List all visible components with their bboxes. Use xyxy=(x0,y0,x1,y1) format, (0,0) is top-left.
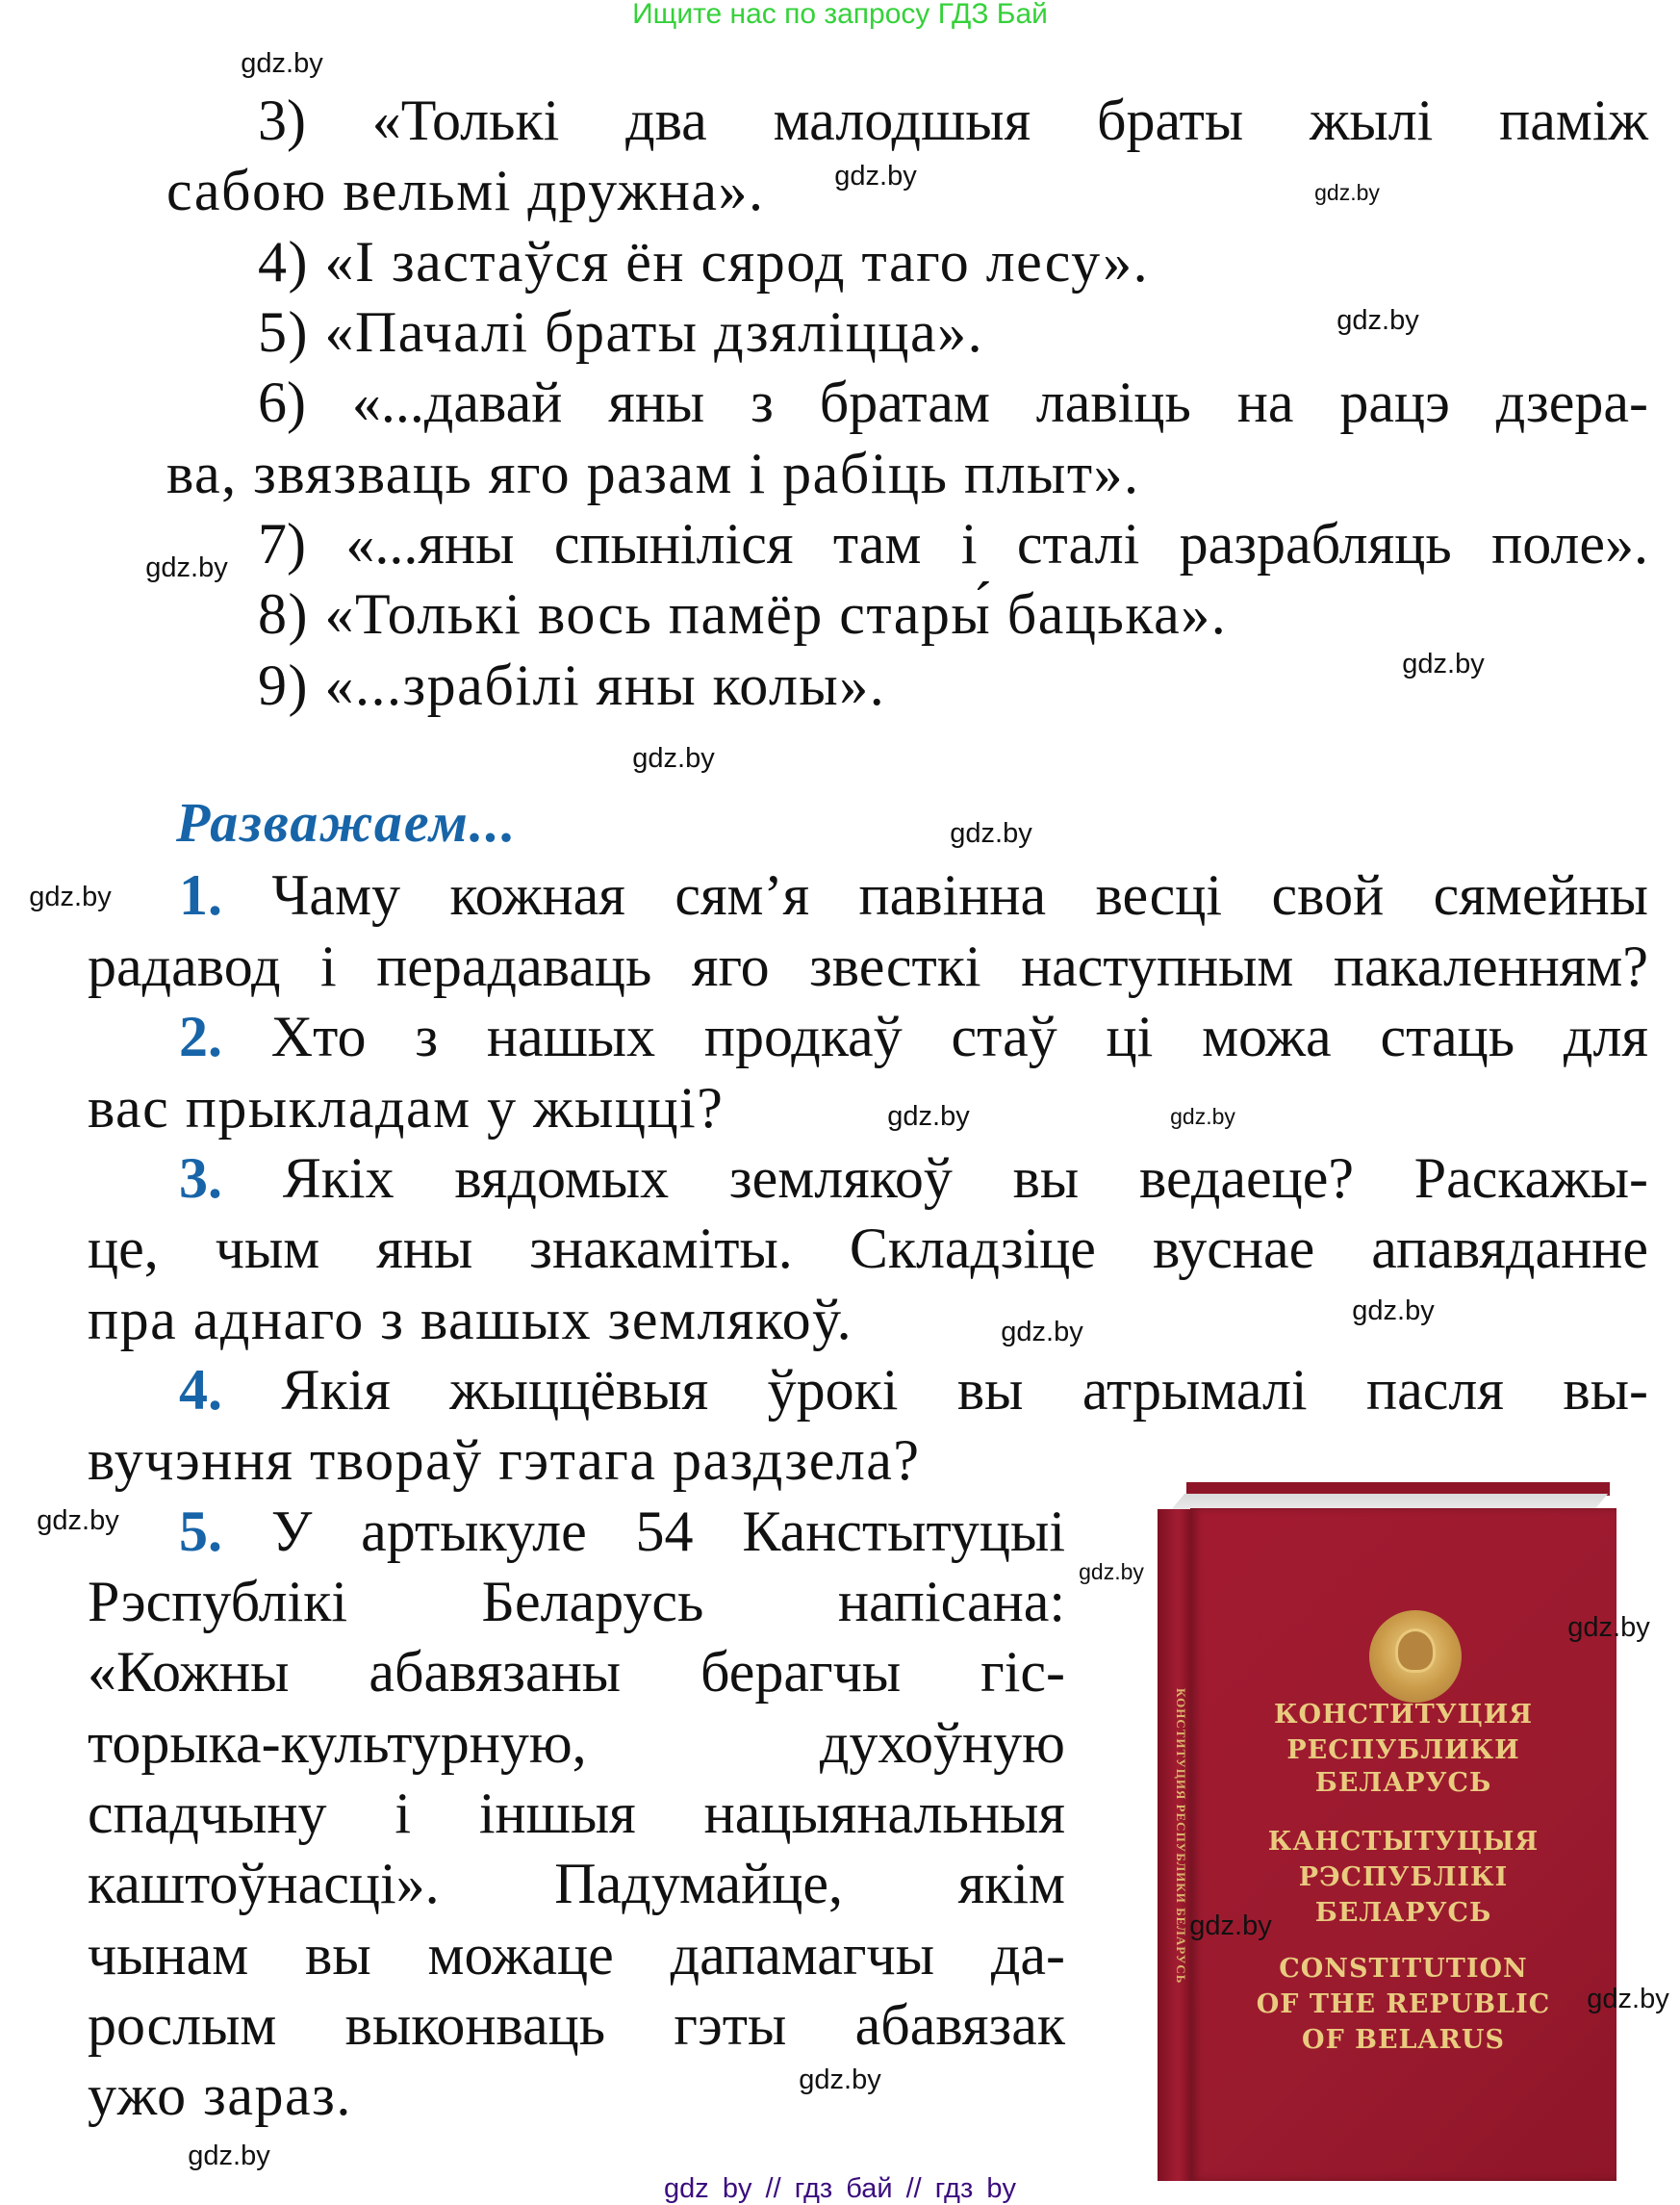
question-line xyxy=(179,1497,1065,1567)
question-line xyxy=(88,1637,1065,1707)
quote-line: 8) «Толькі вось памёр стары́ бацька». xyxy=(258,582,1228,646)
question-text: Якіх вядомых землякоў вы ведаеце? Раскажы- xyxy=(222,1146,1648,1210)
watermark-text: gdz.by xyxy=(1336,305,1419,336)
cover-title-line: КАНСТЫТУЦЫЯ xyxy=(1267,1827,1540,1857)
quote-line: 3) «Толькі два малодшыя браты жылі паміж xyxy=(258,89,1648,152)
question-text: торыка-культурную, духоўную xyxy=(88,1711,1065,1775)
question-line xyxy=(88,1708,1065,1779)
question-text: Рэспублікі Беларусь напісана: xyxy=(88,1570,1065,1633)
question-text: радавод і перадаваць яго звесткі наступным пакаленням? xyxy=(88,935,1648,998)
cover-title-line: БЕЛАРУСЬ xyxy=(1314,1768,1492,1798)
question-text: вас прыкладам у жыцці? xyxy=(88,1076,725,1140)
quote-line: ва, звязваць яго разам і рабіць плыт». xyxy=(166,442,1140,505)
question-text: ужо зараз. xyxy=(88,2064,352,2127)
cover-title-line: РЕСПУБЛИКИ xyxy=(1286,1735,1520,1765)
cover-title-line: CONSTITUTION xyxy=(1279,1954,1528,1984)
question-line xyxy=(88,1285,853,1355)
watermark-text: gdz.by xyxy=(1587,1984,1669,2014)
question-line xyxy=(88,1425,921,1496)
question-line xyxy=(88,2061,352,2131)
question-text: спадчыну і іншыя нацыянальныя xyxy=(88,1782,1065,1845)
watermark-text: gdz.by xyxy=(950,818,1032,849)
watermark-text: gdz.by xyxy=(1314,180,1380,205)
watermark-text: gdz.by xyxy=(1402,649,1485,679)
question-number: 1. xyxy=(179,863,222,927)
question-line xyxy=(88,1567,1065,1637)
cover-title-line: РЭСПУБЛІКІ xyxy=(1298,1862,1509,1892)
watermark-text: gdz.by xyxy=(1189,1910,1272,1941)
quote-line: 7) «...яны спыніліся там і сталі разрабляць поле». xyxy=(258,512,1648,576)
watermark-text: gdz.by xyxy=(188,2141,270,2171)
question-line xyxy=(88,1073,724,1143)
search-hint-banner: Ищите нас по запросу ГДЗ Бай xyxy=(632,0,1048,30)
quote-line: 4) «І застаўся ён сярод таго лесу». xyxy=(258,230,1150,294)
constitution-book-image xyxy=(1158,1482,1616,2181)
quote-line: 5) «Пачалі браты дзяліцца». xyxy=(258,300,984,364)
book-spine xyxy=(1158,1509,1192,2181)
question-text: Хто з нашых продкаў стаў ці можа стаць для xyxy=(222,1005,1648,1068)
watermark-text: gdz.by xyxy=(887,1101,970,1132)
cover-title-line: КОНСТИТУЦИЯ xyxy=(1273,1700,1534,1730)
question-text: Якія жыццёвыя ўрокі вы атрымалі пасля вы- xyxy=(222,1358,1648,1422)
watermark-text: gdz.by xyxy=(1001,1317,1083,1347)
question-line xyxy=(88,1990,1065,2061)
watermark-text: gdz.by xyxy=(834,161,917,192)
question-number: 3. xyxy=(179,1146,222,1210)
question-text: «Кожны абавязаны берагчы гіс- xyxy=(88,1640,1065,1704)
state-emblem-icon xyxy=(1369,1610,1462,1703)
question-line xyxy=(88,1849,1065,1919)
question-number: 4. xyxy=(179,1358,222,1422)
question-line xyxy=(179,1355,1648,1425)
cover-title-line: OF BELARUS xyxy=(1302,2025,1505,2055)
spine-title: КОНСТИТУЦИЯ РЕСПУБЛИКИ БЕЛАРУСЬ xyxy=(1174,1688,1188,1985)
question-text: пра аднаго з вашых землякоў. xyxy=(88,1288,853,1351)
watermark-text: gdz.by xyxy=(145,552,228,583)
quote-line: сабою вельмі дружна». xyxy=(166,159,765,222)
watermark-text: gdz.by xyxy=(1352,1295,1435,1326)
question-line xyxy=(88,1920,1065,1990)
question-text: каштоўнасці». Падумайце, якім xyxy=(88,1852,1065,1915)
question-text: У артыкуле 54 Канстытуцыі xyxy=(222,1500,1065,1563)
question-number: 5. xyxy=(179,1500,222,1563)
book-cover xyxy=(1190,1508,1616,2181)
watermark-text: gdz.by xyxy=(1079,1559,1144,1584)
question-text: це, чым яны знакаміты. Складзіце вуснае апавяданне xyxy=(88,1217,1648,1280)
cover-title-line: OF THE REPUBLIC xyxy=(1256,1989,1551,2019)
question-text: рослым выконваць гэты абавязак xyxy=(88,1993,1065,2057)
watermark-text: gdz.by xyxy=(37,1505,119,1536)
watermark-text: gdz.by xyxy=(632,743,715,774)
question-line xyxy=(88,932,1648,1002)
section-title: Разважаем... xyxy=(176,791,518,854)
question-text: вучэння твораў гэтага раздзела? xyxy=(88,1428,921,1492)
question-text: Чаму кожная сям’я павінна весці свой сямейны xyxy=(222,863,1648,927)
cover-title-line: БЕЛАРУСЬ xyxy=(1314,1898,1492,1928)
watermark-text: gdz.by xyxy=(241,48,323,79)
question-line xyxy=(179,860,1648,931)
footer-watermark: gdz by // гдз бай // гдз by xyxy=(664,2173,1016,2204)
watermark-text: gdz.by xyxy=(1170,1104,1235,1129)
watermark-text: gdz.by xyxy=(29,882,112,912)
question-line xyxy=(179,1002,1648,1072)
question-text: чынам вы можаце дапамагчы да- xyxy=(88,1923,1065,1987)
question-number: 2. xyxy=(179,1005,222,1068)
quote-line: 6) «...давай яны з братам лавіць на рацэ дзера- xyxy=(258,371,1648,434)
question-line xyxy=(88,1214,1648,1284)
watermark-text: gdz.by xyxy=(799,2064,881,2095)
quote-line: 9) «...зрабілі яны колы». xyxy=(258,654,886,717)
question-line xyxy=(88,1779,1065,1849)
question-line xyxy=(179,1143,1648,1214)
watermark-text: gdz.by xyxy=(1567,1612,1650,1643)
